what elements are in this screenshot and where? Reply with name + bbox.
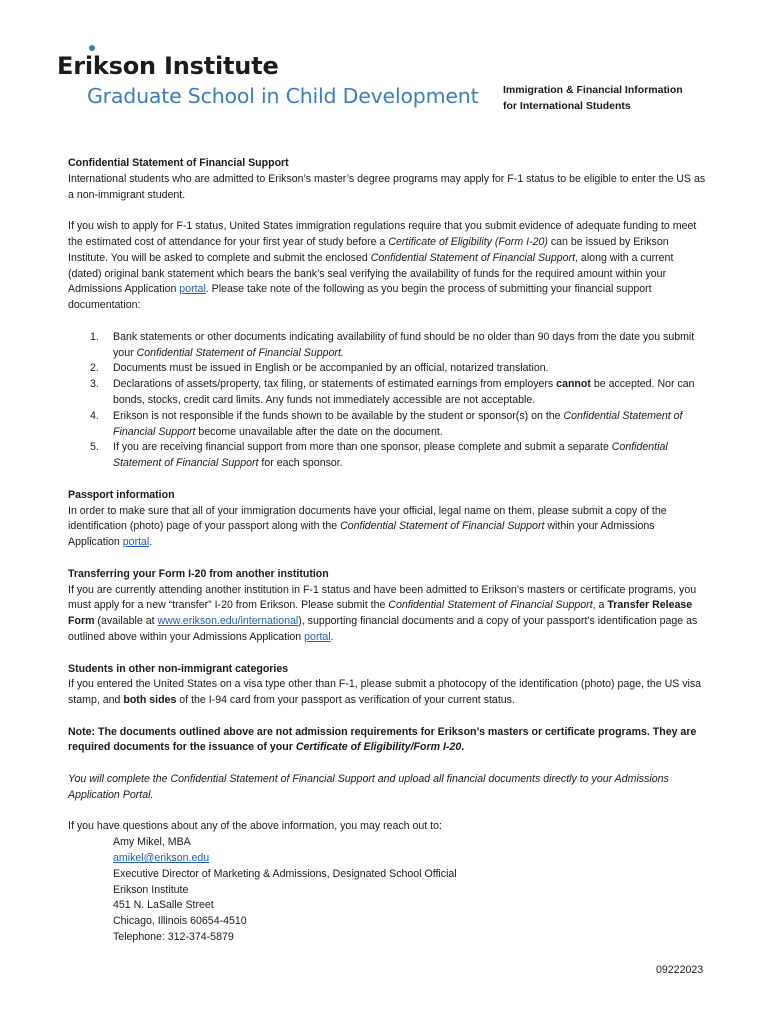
other-categories-paragraph: If you entered the United States on a visa type other than F-1, please submit a photocopy of the identification (photo) page, the US visa stamp, and both sides of the I-94 card from your passport as verification of your current status. (68, 678, 702, 707)
document-title-line-1: Immigration & Financial Information (503, 84, 683, 96)
section-heading-passport: Passport information (68, 488, 175, 501)
contact-name: Amy Mikel, MBA (113, 836, 191, 849)
list-item: 2. Documents must be issued in English or be accompanied by an official, notarized translation. (90, 362, 549, 375)
logo-name: Erikson Institute (57, 52, 478, 80)
f1-paragraph: If you wish to apply for F-1 status, United States immigration regulations require that you submit evidence of adequate funding to meet the estimated cost of attendance for your first year of study before a Certificate of Eligibility (Form I-20) can be issued by Erikson Institute. You will be asked to complete and submit the enclosed Confidential Statement of Financial Support, along with a current (dated) original bank statement which bears the bank’s seal verifying the availability of funds for the required amount within your Admissions Application portal. Please take note of the following as you begin the process of submitting your financial support documentation: (68, 220, 697, 312)
section-heading-financial-support: Confidential Statement of Financial Support (68, 157, 289, 169)
admission-note: Note: The documents outlined above are not admission requirements for Erikson’s masters or certificate programs. They are required documents for the issuance of your Certificate of Eligibility/Form I-20. (68, 725, 697, 754)
erikson-logo (57, 52, 478, 108)
contact-intro: If you have questions about any of the above information, you may reach out to: (68, 820, 442, 833)
contact-block (68, 835, 708, 946)
contact-city: Chicago, Illinois 60654-4510 (113, 915, 247, 928)
list-item: 5. If you are receiving financial support from more than one sponsor, please complete and submit a separate Confidential Statement of Financial Support for each sponsor. (90, 441, 668, 470)
passport-paragraph: In order to make sure that all of your immigration documents have your official, legal name on them, please submit a copy of the identification (photo) page of your passport along with the Confidential Statement of Financial Support within your Admissions Application portal. (68, 504, 667, 549)
portal-link[interactable]: portal (122, 536, 150, 549)
international-link[interactable]: www.erikson.edu/international (157, 615, 299, 628)
list-item: 1. Bank statements or other documents indicating availability of fund should be no older than 90 days from the date you submit your Confidential Statement of Financial Support. (90, 330, 695, 359)
logo-dot (89, 45, 95, 51)
document-body (68, 156, 708, 946)
logo-subtitle: Graduate School in Child Development (87, 84, 479, 108)
section-heading-transfer: Transferring your Form I-20 from another institution (68, 567, 329, 580)
document-title-line-2: for International Students (503, 100, 631, 112)
portal-link[interactable]: portal (179, 283, 206, 296)
contact-street: 451 N. LaSalle Street (113, 899, 214, 912)
document-title (503, 82, 683, 114)
list-item: 4. Erikson is not responsible if the funds shown to be available by the student or sponsor(s) on the Confidential Statement of Financial Support become unavailable after the date on the document. (90, 409, 683, 438)
intro-paragraph: International students who are admitted to Erikson’s master’s degree programs may apply for F-1 status to be eligible to enter the US as a non-immigrant student. (68, 172, 706, 201)
contact-organization: Erikson Institute (113, 883, 189, 896)
date-code: 09222023 (656, 964, 704, 976)
contact-email-link[interactable]: amikel@erikson.edu (113, 852, 210, 865)
upload-note: You will complete the Confidential Statement of Financial Support and upload all financial documents directly to your Admissions Application Portal. (68, 773, 669, 801)
requirements-list (68, 330, 708, 472)
portal-link[interactable]: portal (304, 630, 331, 643)
contact-phone: Telephone: 312-374-5879 (113, 931, 234, 944)
list-item: 3. Declarations of assets/property, tax filing, or statements of estimated earnings from employers cannot be accepted. Nor can bonds, stocks, credit card limits. Any funds not immediately accessible are not acceptable. (90, 378, 695, 406)
section-heading-other-categories: Students in other non-immigrant categories (68, 662, 289, 675)
transfer-paragraph: If you are currently attending another institution in F-1 status and have been admitted to Erikson’s masters or certificate programs, you must apply for a new “transfer” I-20 from Erikson. Please submit the Confidential Statement of Financial Support, a Transfer Release Form (available at www.erikson.edu/international), supporting financial documents and a copy of your passport’s identification page as outlined above within your Admissions Application portal. (68, 583, 698, 643)
contact-title: Executive Director of Marketing & Admissions, Designated School Official (113, 867, 457, 880)
